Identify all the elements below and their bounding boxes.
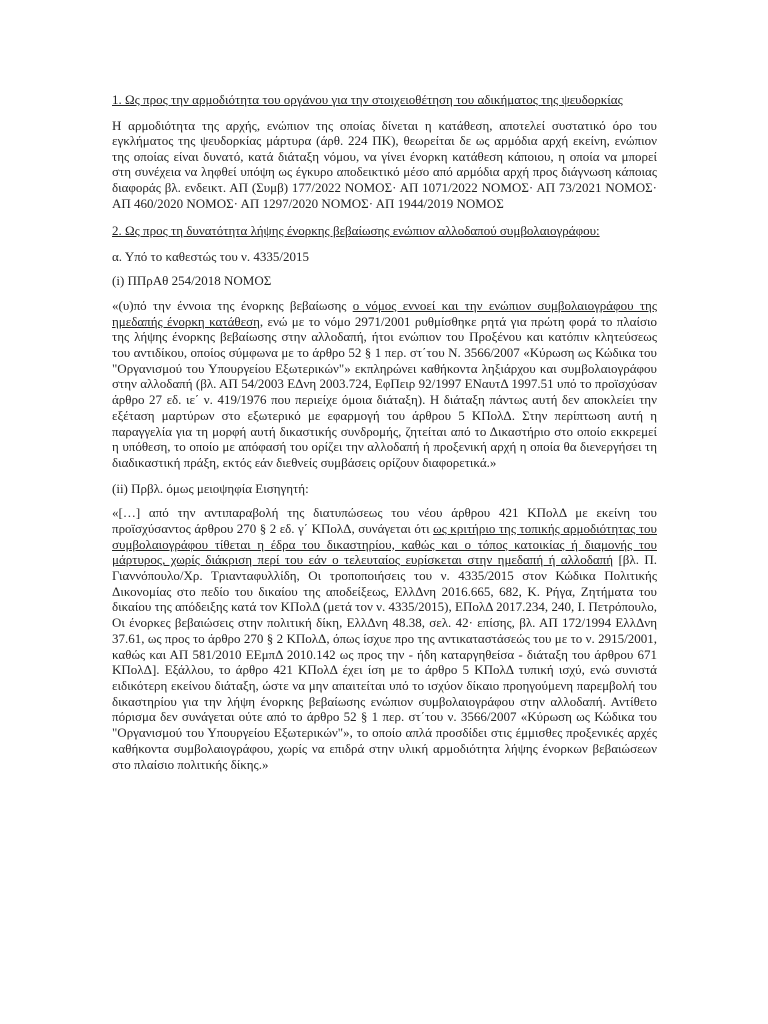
document-page <box>112 92 657 782</box>
subheading-ii: (ii) Πρβλ. όμως μειοψηφία Εισηγητή: <box>112 480 309 496</box>
quote2-body: [βλ. Π. Γιαννόπουλο/Χρ. Τριανταφυλλίδη, Οι τροποποιήσεις του ν. 4335/2015 στον Κώδικα Πολιτικής Δικονομίας στο πεδίο του δικαίου της αποδείξεως, ΕλλΔνη 2016.665, 682, Κ. Ρήγα, Ζητήματα του δικαίου της απόδειξης κατά τον ΚΠολΔ (μετά τον ν. 4335/2015), ΕΠολΔ 2017.234, 240, Ι. Πετρόπουλο, Οι ένορκες βεβαιώσεις στην πολιτική δίκη, ΕλλΔνη 48.38, σελ. 42· επίσης, βλ. ΑΠ 172/1994 ΕλλΔνη 37.61, ως προς το άρθρο 270 § 2 ΚΠολΔ, όπως ίσχυε προ της αντικαταστάσεώς του με το ν. 2915/2001, καθώς και ΑΠ 581/2010 ΕΕμπΔ 2010.142 ως προς την - ήδη καταργηθείσα - διάταξη του άρθρου 671 ΚΠολΔ]. Εξάλλου, το άρθρο 421 ΚΠολΔ έχει ίση με το άρθρο 5 ΚΠολΔ τυπική ισχύ, ενώ συνιστά ειδικότερη εκείνου διάταξη, ώστε να μην απαιτείται υπό το ισχύον δίκαιο προηγούμενη παρεμβολή του δικαστηρίου για την λήψη ένορκης βεβαίωσης ενώπιον συμβολαιογράφου στην αλλοδαπή. Αντίθετο πόρισμα δεν συνάγεται ούτε από το άρθρο 52 § 1 περ. στ΄του ν. 3566/2007 «Κύρωση ως Κώδικα του "Οργανισμού του Υπουργείου Εξωτερικών"», το οποίο απλά προσδίδει στις έμμισθες προξενικές αρχές καθήκοντα συμβολαιογράφου, χωρίς να επιδρά στην υλική αρμοδιότητα λήψης ένορκων βεβαιώσεων στο πλαίσιο πολιτικής δίκης.» <box>112 552 657 772</box>
section-heading-1: 1. Ως προς την αρμοδιότητα του οργάνου για την στοιχειοθέτηση του αδικήματος της ψευδορκίας <box>112 92 623 107</box>
quote-block-1 <box>112 298 657 471</box>
quote-block-2 <box>112 505 657 772</box>
quote2-underlined: ως κριτήριο της τοπικής αρμοδιότητας του συμβολαιογράφου τίθεται η έδρα του δικαστηρίου, καθώς και ο τόπος κατοικίας ή διαμονής του μάρτυρος, χωρίς διάκριση περί του εάν ο τελευταίος ευρίσκεται στην ημεδαπή ή αλλοδαπή <box>112 520 657 568</box>
quote1-underlined: ο νόμος εννοεί και την ενώπιον συμβολαιογράφου της ημεδαπής ένορκη κατάθεση <box>112 297 657 329</box>
section-heading-2: 2. Ως προς τη δυνατότητα λήψης ένορκης βεβαίωσης ενώπιον αλλοδαπού συμβολαιογράφου: <box>112 223 600 239</box>
quote1-body: , ενώ με το νόμο 2971/2001 ρυθμίσθηκε ρητά για πρώτη φορά το πλαίσιο της λήψης ένορκης βεβαίωσης στην αλλοδαπή, ήτοι ενώπιον του Προξένου και κατόπιν κλητεύσεως του αντιδίκου, οποίος σύμφωνα με το άρθρο 52 § 1 περ. στ΄του Ν. 3566/2007 «Κύρωση ως Κώδικα του "Οργανισμού του Υπουργείου Εξωτερικών"» εκπληρώνει καθήκοντα ληξιάρχου και συμβολαιογράφου στην αλλοδαπή (βλ. ΑΠ 54/2003 ΕΔνη 2003.724, ΕφΠειρ 92/1997 ΕΝαυτΔ 1997.51 υπό το προϊσχύσαν άρθρο 27 εδ. ιε΄ ν. 419/1976 που περιείχε όμοια διάταξη). Η διάταξη πάντως αυτή δεν αποκλείει την εξέταση μαρτύρων στο εξωτερικό με εφαρμογή του άρθρου 5 ΚΠολΔ. Στην περίπτωση αυτή η παραγγελία για τη μορφή αυτή δικαστικής συνδρομής, ζητείται από το Δικαστήριο στο οποίο εκκρεμεί η υπόθεση, το οποίο με απόφασή του ορίζει την αλλοδαπή ή προξενική αρχή η οποία θα διενεργήσει τη διαδικαστική πράξη, εκτός εάν διεθνείς συμβάσεις ορίζουν διαφορετικά.» <box>112 313 657 470</box>
paragraph-competence: Η αρμοδιότητα της αρχής, ενώπιον της οποίας δίνεται η κατάθεση, αποτελεί συστατικό όρο του εγκλήματος της ψευδορκίας μάρτυρα (άρθ. 224 ΠΚ), θεωρείται δε ως αρμόδια αρχή εκείνη, ενώπιον της οποίας είναι δυνατό, κατά διάταξη νόμου, να γίνει ένορκη κατάθεση κάποιου, η οποία να μπορεί στη συνέχεια να ληφθεί υπόψη ως έγκυρο αποδεικτικό μέσο από αρμόδια αρχή προς διάγνωση κάποιας διαφοράς βλ. ενδεικτ. ΑΠ (Συμβ) 177/2022 ΝΟΜΟΣ· ΑΠ 1071/2022 ΝΟΜΟΣ· ΑΠ 73/2021 ΝΟΜΟΣ· ΑΠ 460/2020 ΝΟΜΟΣ· ΑΠ 1297/2020 ΝΟΜΟΣ· ΑΠ 1944/2019 ΝΟΜΟΣ <box>112 117 657 211</box>
subheading-i: (i) ΠΠρΑθ 254/2018 ΝΟΜΟΣ <box>112 273 272 289</box>
subheading-a: α. Υπό το καθεστώς του ν. 4335/2015 <box>112 248 310 264</box>
quote2-intro: «[…] από την αντιπαραβολή της διατυπώσεως του νέου άρθρου 421 ΚΠολΔ με εκείνη του προϊσχύσαντος άρθρου 270 § 2 εδ. γ΄ ΚΠολΔ, συνάγεται ότι <box>112 505 657 536</box>
quote1-intro: «(υ)πό την έννοια της ένορκης βεβαίωσης <box>112 297 353 313</box>
